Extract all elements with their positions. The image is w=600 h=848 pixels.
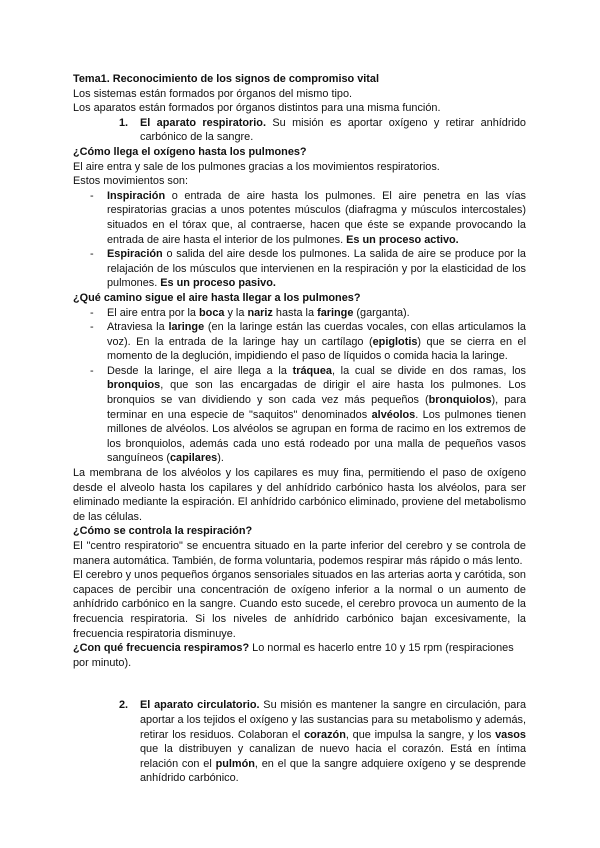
heading-camino: ¿Qué camino sigue el aire hasta llegar a los pulmones? xyxy=(73,291,361,304)
section-circulatorio xyxy=(119,698,526,786)
para-membrana: La membrana de los alvéolos y los capilares es muy fina, permitiendo el paso de oxígeno desde el alveolo hasta los capilares y del anhídrido carbónico hasta los alvéolos, para ser eliminado mediante la espiración. El anhídrido carbónico eliminado, proviene del metabolismo de las células. xyxy=(73,467,526,523)
para-frecuencia: ¿Con qué frecuencia respiramos? Lo normal es hacerlo entre 10 y 15 rpm (respiraciones por minuto). xyxy=(73,642,514,669)
section-text: El aparato circulatorio. Su misión es mantener la sangre en circulación, para aportar a los tejidos el oxígeno y las sustancias para su metabolismo y además, retirar los residuos. Colaboran el corazón, que impulsa la sangre, y los vasos que la distribuyen y canalizan de nuevo hacia el corazón. Está en íntima relación con el pulmón, en el que la sangre adquiere oxígeno y se desprende anhídrido carbónico. xyxy=(140,699,527,785)
bullet-inspiracion: - Inspiración o entrada de aire hasta los pulmones. El aire penetra en las vías respiratorias gracias a unos potentes músculos (diafragma y músculos intercostales) situados en el tórax que, al contraerse, hacen que éste se expande provocando la entrada de aire hasta el interior de los pulmones. Es un proceso activo. xyxy=(90,189,526,246)
section-respiratorio xyxy=(119,116,526,145)
bullet-boca-nariz: - El aire entra por la boca y la nariz hasta la faringe (garganta). xyxy=(90,306,410,319)
bullet-espiracion: - Espiración o salida del aire desde los pulmones. La salida de aire se produce por la relajación de los músculos que intervienen en la respiración y por la elasticidad de los pulmones. Es un proceso pasivo. xyxy=(90,248,526,290)
intro-line-2: Los aparatos están formados por órganos distintos para una misma función. xyxy=(73,102,441,115)
bullet-traquea: - Desde la laringe, el aire llega a la tráquea, la cual se divide en dos ramas, los bronquios, que son las encargadas de dirigir el aire hasta los pulmones. Los bronquios se van dividiendo y son cada vez más pequeños (bronquiolos), para terminar en una especie de "saquitos" denominados alvéolos. Los pulmones tienen millones de alvéolos. Los alvéolos se agrupan en forma de racimo en los extremos de los bronquiolos, además cada uno está rodeado por una malla de pequeños vasos sanguíneos (capilares). xyxy=(90,364,527,465)
section-number: 2. xyxy=(119,699,129,712)
heading-control: ¿Cómo se controla la respiración? xyxy=(73,525,253,538)
bullet-laringe: - Atraviesa la laringe (en la laringe están las cuerdas vocales, con ellas articulamos la voz). En la entrada de la laringe hay un cartílago (epiglotis) que se cierra en el momento de la deglución, impidiendo el paso de líquidos o comida hacia la laringe. xyxy=(90,321,526,363)
para-cerebro: El cerebro y unos pequeños órganos sensoriales situados en las arterias aorta y carótida, son capaces de percibir una concentración de oxígeno inferior a la normal o un aumento de anhídrido carbónico en la sangre. Cuando esto sucede, el cerebro provoca un aumento de la frecuencia respiratoria. Si los niveles de anhídrido carbónico bajan excesivamente, la frecuencia respiratoria disminuye. xyxy=(73,569,526,640)
para-centro: El "centro respiratorio" se encuentra situado en la parte inferior del cerebro y se controla de manera automática. También, de forma voluntaria, podemos respirar más rápido o más lento. xyxy=(73,540,526,567)
heading-oxigeno: ¿Cómo llega el oxígeno hasta los pulmones? xyxy=(73,145,307,158)
para-estos: Estos movimientos son: xyxy=(73,175,189,188)
intro-line-1: Los sistemas están formados por órganos del mismo tipo. xyxy=(73,87,353,100)
para-movimientos: El aire entra y sale de los pulmones gracias a los movimientos respiratorios. xyxy=(73,160,440,173)
section-number: 1. xyxy=(119,116,129,129)
section-text: El aparato respiratorio. Su misión es aportar oxígeno y retirar anhídrido carbónico de la sangre. xyxy=(140,116,526,144)
doc-title: Tema1. Reconocimiento de los signos de compromiso vital xyxy=(73,73,380,85)
